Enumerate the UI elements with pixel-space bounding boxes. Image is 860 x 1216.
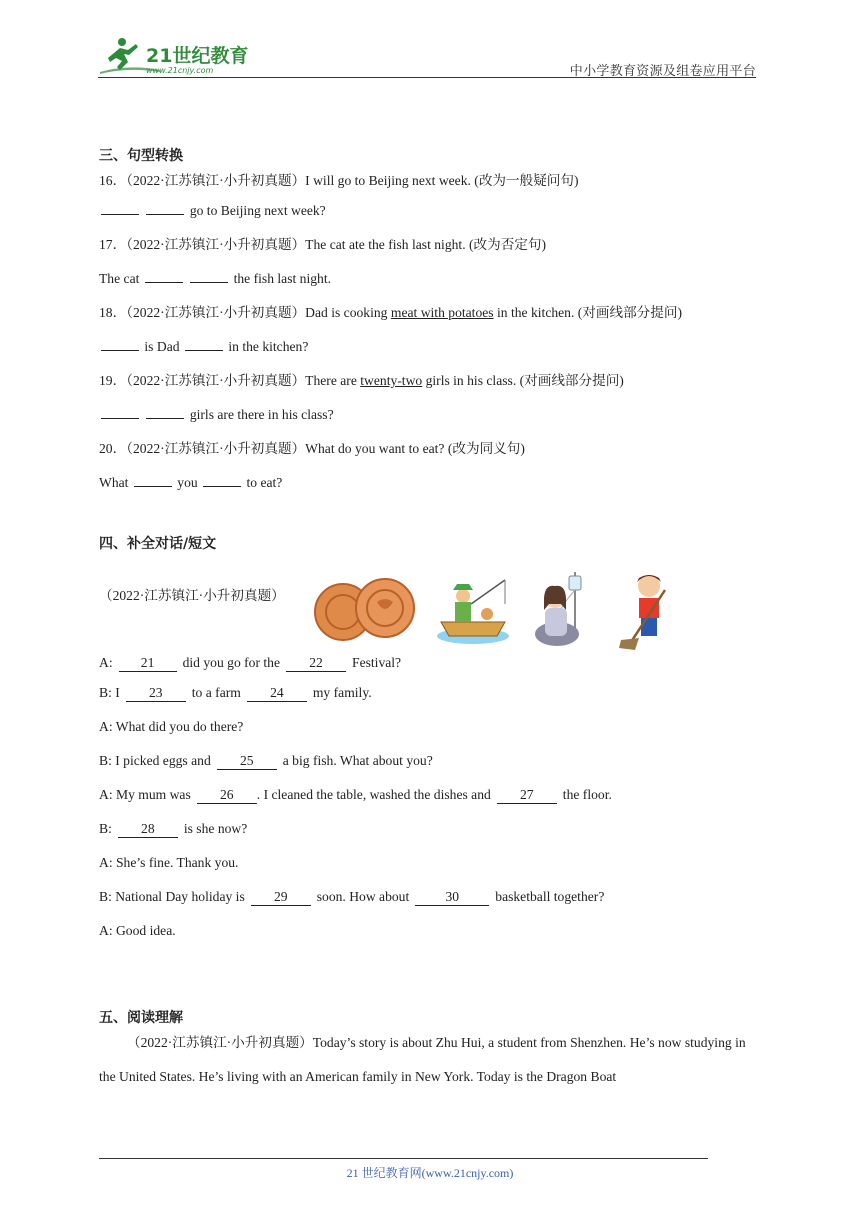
section-title-3: 三、句型转换 <box>99 148 183 164</box>
logo-text: 21世纪教育 <box>146 45 249 67</box>
picture-row <box>99 556 763 650</box>
dialogue-line-3: A: What did you do there? <box>99 719 244 734</box>
footer-divider <box>99 1158 708 1159</box>
blank-24[interactable]: 24 <box>247 685 307 702</box>
blank[interactable] <box>190 270 228 283</box>
blank-27[interactable]: 27 <box>497 787 557 804</box>
reading-passage: （2022·江苏镇江·小升初真题）Today’s story is about Zhu Hui, a student from Shenzhen. He’s now studying in the United States. He’s living with an American family in New York. Today is the Dragon Boat <box>99 1035 746 1084</box>
section-title-4: 四、补全对话/短文 <box>99 536 217 552</box>
blank[interactable] <box>145 270 183 283</box>
page-header <box>98 36 756 80</box>
section-title-5: 五、阅读理解 <box>99 1010 183 1026</box>
header-tagline: 中小学教育资源及组卷应用平台 <box>569 64 756 79</box>
answer-16: go to Beijing next week? <box>99 194 763 228</box>
blank-30[interactable]: 30 <box>415 889 489 906</box>
site-logo <box>98 36 258 76</box>
blank[interactable] <box>146 202 184 215</box>
blank-28[interactable]: 28 <box>118 821 178 838</box>
dialogue-line-4: B: I picked eggs and 25 a big fish. What about you? <box>99 753 433 768</box>
question-16: 16．（2022·江苏镇江·小升初真题）I will go to Beijing next week. (改为一般疑问句) <box>99 173 579 188</box>
logo-url: www.21cnjy.com <box>146 66 214 75</box>
answer-18: is Dad in the kitchen? <box>99 330 763 364</box>
mooncake-picture <box>309 576 421 642</box>
dialogue-line-1: A: 21 did you go for the 22 Festival? <box>99 655 402 670</box>
blank[interactable] <box>185 338 223 351</box>
dialogue-line-2: B: I 23 to a farm 24 my family. <box>99 685 372 700</box>
footer-text[interactable]: 21 世纪教育网(www.21cnjy.com) <box>346 1166 514 1180</box>
dialogue-line-9: A: Good idea. <box>99 923 176 938</box>
blank-22[interactable]: 22 <box>286 655 346 672</box>
underlined-phrase: meat with potatoes <box>390 305 494 320</box>
blank-26[interactable]: 26 <box>197 787 257 804</box>
blank[interactable] <box>203 474 241 487</box>
header-divider <box>98 77 756 78</box>
sick-girl-picture <box>531 570 595 652</box>
question-20: 20．（2022·江苏镇江·小升初真题）What do you want to eat? (改为同义句) <box>99 441 525 456</box>
dialogue-source: （2022·江苏镇江·小升初真题） <box>99 588 285 603</box>
underlined-phrase: twenty-two <box>360 373 423 388</box>
blank-23[interactable]: 23 <box>126 685 186 702</box>
fishing-boat-picture <box>435 574 511 648</box>
question-18: 18．（2022·江苏镇江·小升初真题）Dad is cooking meat with potatoes in the kitchen. (对画线部分提问) <box>99 305 682 320</box>
blank-21[interactable]: 21 <box>119 655 177 672</box>
answer-19: girls are there in his class? <box>99 398 763 432</box>
dialogue-line-5: A: My mum was 26 . I cleaned the table, washed the dishes and 27 the floor. <box>99 787 612 802</box>
answer-20: What you to eat? <box>99 475 283 490</box>
document-body <box>99 144 763 1094</box>
blank[interactable] <box>101 338 139 351</box>
blank[interactable] <box>146 406 184 419</box>
answer-17: The cat the fish last night. <box>99 271 332 286</box>
blank-25[interactable]: 25 <box>217 753 277 770</box>
blank[interactable] <box>101 406 139 419</box>
blank-29[interactable]: 29 <box>251 889 311 906</box>
blank[interactable] <box>134 474 172 487</box>
blank[interactable] <box>101 202 139 215</box>
dialogue-line-6: B: 28 is she now? <box>99 821 248 836</box>
sweeping-boy-picture <box>615 570 681 652</box>
dialogue-line-8: B: National Day holiday is 29 soon. How about 30 basketball together? <box>99 889 605 904</box>
question-19: 19．（2022·江苏镇江·小升初真题）There are twenty-two girls in his class. (对画线部分提问) <box>99 373 624 388</box>
question-17: 17．（2022·江苏镇江·小升初真题）The cat ate the fish last night. (改为否定句) <box>99 237 547 252</box>
dialogue-line-7: A: She’s fine. Thank you. <box>99 855 239 870</box>
